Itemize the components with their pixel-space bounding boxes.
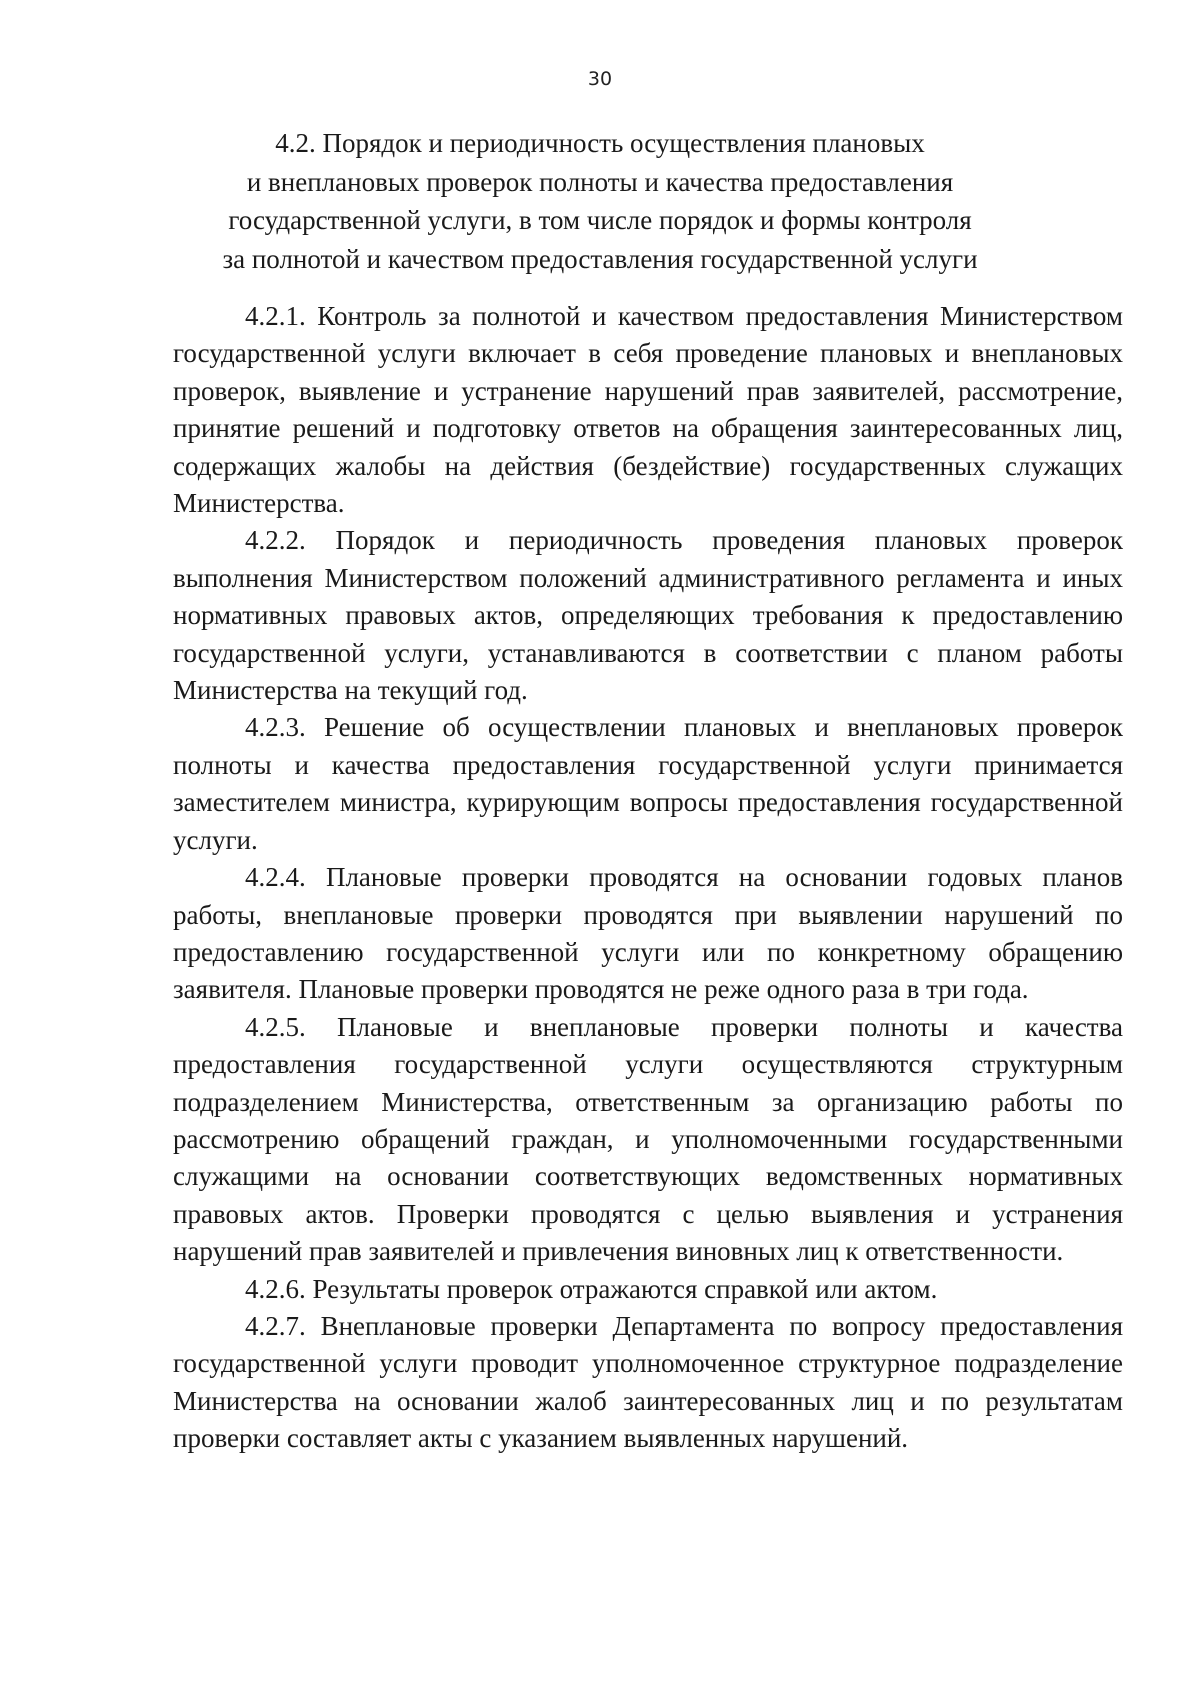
paragraph-4-2-1: 4.2.1. Контроль за полнотой и качеством предоставления Министерством государственной услуги включает в себя проведение плановых и внеплановых проверок, выявление и устранение нарушений прав заявителей, рассмотрение, принятие решений и подготовку ответов на обращения заинтересованных лиц, содержащих жалобы на действия (бездействие) государственных служащих Министерства. (173, 301, 1123, 519)
paragraph-4-2-7: 4.2.7. Внеплановые проверки Департамента по вопросу предоставления государственной услуги проводит уполномоченное структурное подразделение Министерства на основании жалоб заинтересованных лиц и по результатам проверки составляет акты с указанием выявленных нарушений. (173, 1310, 1123, 1454)
paragraph-4-2-6: 4.2.6. Результаты проверок отражаются справкой или актом. (245, 1273, 938, 1304)
paragraph-4-2-3: 4.2.3. Решение об осуществлении плановых и внеплановых проверок полноты и качества предоставления государственной услуги принимается заместителем министра, курирующим вопросы предоставления государственной услуги. (173, 712, 1123, 855)
section-heading-line: и внеплановых проверок полноты и качества предоставления (246, 166, 954, 197)
section-heading-line: 4.2. Порядок и периодичность осуществления плановых (275, 128, 925, 158)
paragraph-4-2-4: 4.2.4. Плановые проверки проводятся на основании годовых планов работы, внеплановые проверки проводятся при выявлении нарушений по предоставлению государственной услуги или по конкретному обращению заявителя. Плановые проверки проводятся не реже одного раза в три года. (173, 862, 1123, 1005)
section-heading-line: государственной услуги, в том числе порядок и формы контроля (228, 205, 972, 235)
paragraph-4-2-2: 4.2.2. Порядок и периодичность проведения плановых проверок выполнения Министерством положений административного регламента и иных нормативных правовых актов, определяющих требования к предоставлению государственной услуги, устанавливаются в соответствии с планом работы Министерства на текущий год. (173, 525, 1123, 706)
section-body (173, 298, 1123, 1458)
section-heading (150, 124, 1050, 278)
page-number: 30 (587, 68, 613, 90)
section-heading-line: за полнотой и качеством предоставления государственной услуги (222, 243, 978, 274)
paragraph-4-2-5: 4.2.5. Плановые и внеплановые проверки полноты и качества предоставления государственной услуги осуществляются структурным подразделением Министерства, ответственным за организацию работы по рассмотрению обращений граждан, и уполномоченными государственными служащими на основании соответствующих ведомственных нормативных правовых актов. Проверки проводятся с целью выявления и устранения нарушений прав заявителей и привлечения виновных лиц к ответственности. (173, 1011, 1123, 1267)
